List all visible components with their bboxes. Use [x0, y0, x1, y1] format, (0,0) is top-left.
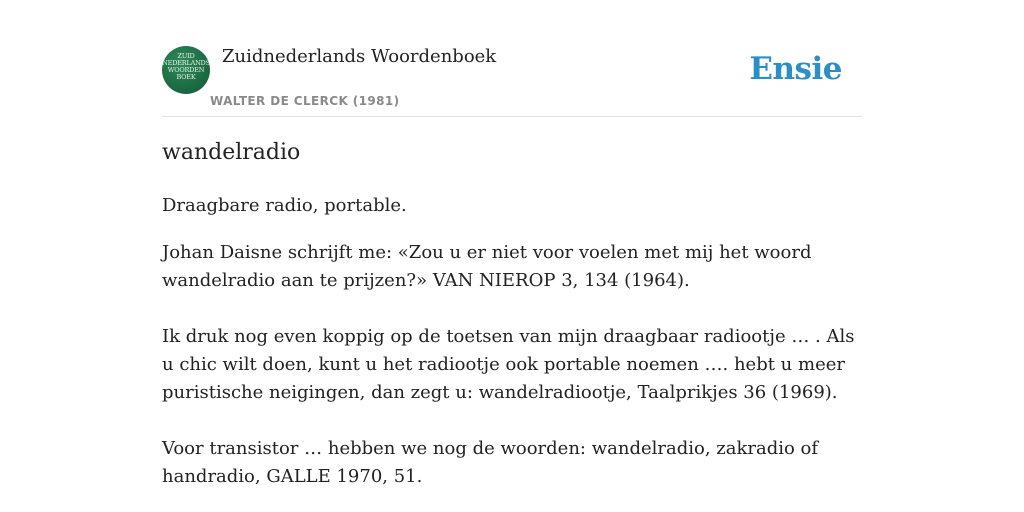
logo-text: ZUID NEDERLANDS WOORDEN BOEK	[162, 52, 210, 81]
entry-quote: Ik druk nog even koppig op de toetsen van mijn draagbaar radiootje … . Als u chic wilt doen, kunt u het radiootje ook portable noemen …. hebt u meer puristische neigingen, dan zegt u: wandelradiootje, Taalprikjes 36 (1969).	[162, 326, 855, 403]
book-author: WALTER DE CLERCK (1981)	[210, 94, 400, 108]
book-title[interactable]: Zuidnederlands Woordenboek	[222, 46, 497, 67]
dictionary-logo[interactable]	[162, 46, 210, 94]
entry-body	[162, 192, 867, 491]
ensie-logo-link[interactable]: Ensie	[749, 51, 842, 87]
entry-quote: Voor transistor … hebben we nog de woorden: wandelradio, zakradio of handradio, GALLE 1970, 51.	[162, 438, 819, 487]
entry-definition: Draagbare radio, portable.	[162, 195, 407, 216]
dictionary-header	[162, 46, 862, 117]
entry-headword: wandelradio	[162, 140, 301, 165]
entry-quote: Johan Daisne schrijft me: «Zou u er niet voor voelen met mij het woord wandelradio aan te prijzen?» VAN NIEROP 3, 134 (1964).	[162, 242, 812, 291]
